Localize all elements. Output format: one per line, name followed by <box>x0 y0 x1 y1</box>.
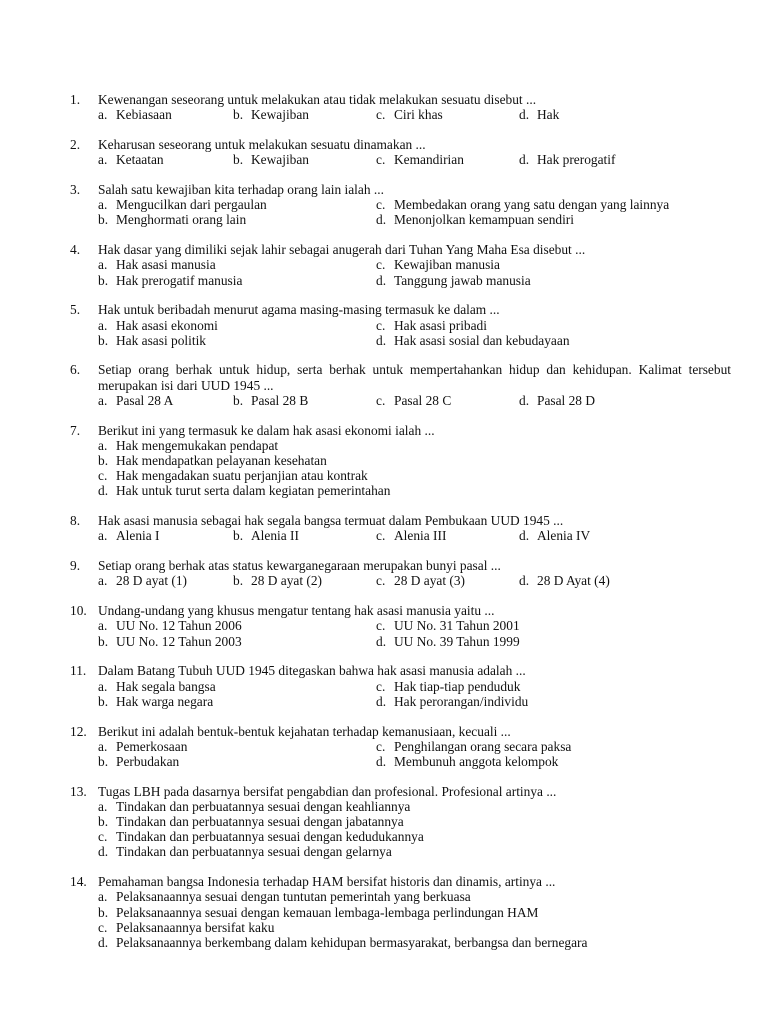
question-text: Salah satu kewajiban kita terhadap orang lain ialah ... <box>98 181 384 197</box>
option-text: 28 D ayat (1) <box>116 573 188 589</box>
option-letter: c. <box>376 738 386 754</box>
option-text: Tindakan dan perbuatannya sesuai dengan kedudukannya <box>116 829 424 845</box>
answer-option[interactable] <box>376 634 520 649</box>
option-text: Kewajiban <box>251 152 310 168</box>
answer-option[interactable] <box>98 333 206 348</box>
option-text: Kebiasaan <box>116 107 172 123</box>
option-letter: a. <box>98 392 108 408</box>
option-row <box>98 212 738 227</box>
option-row <box>98 453 738 468</box>
option-row <box>98 679 738 694</box>
answer-option[interactable] <box>519 393 595 408</box>
option-letter: b. <box>98 332 109 348</box>
option-letter: c. <box>376 528 386 544</box>
question-item <box>0 784 768 860</box>
answer-option[interactable] <box>98 799 410 814</box>
option-text: Hak mendapatkan pelayanan kesehatan <box>116 453 327 469</box>
answer-option[interactable] <box>233 573 322 588</box>
question-stem <box>0 874 768 889</box>
option-letter: d. <box>376 633 387 649</box>
option-row <box>98 739 738 754</box>
answer-option[interactable] <box>98 453 327 468</box>
option-text: Kemandirian <box>394 152 464 168</box>
question-text: Setiap orang berhak untuk hidup, serta berhak untuk mempertahankan hidup dan kehidupan. Kalimat tersebut merupakan isi dari UUD 1945 ... <box>98 362 731 393</box>
question-stem <box>0 784 768 799</box>
answer-option[interactable] <box>98 393 173 408</box>
answer-option[interactable] <box>98 634 242 649</box>
question-stem <box>0 513 768 528</box>
option-text: UU No. 31 Tahun 2001 <box>394 618 520 634</box>
option-letter: d. <box>98 935 109 951</box>
answer-option[interactable] <box>519 152 615 167</box>
answer-options <box>98 152 738 167</box>
option-letter: c. <box>376 573 386 589</box>
option-letter: a. <box>98 107 108 123</box>
answer-options <box>98 107 738 122</box>
answer-options <box>98 618 738 648</box>
question-item <box>0 182 768 228</box>
option-text: Pasal 28 C <box>394 392 452 408</box>
option-text: Hak asasi pribadi <box>394 317 487 333</box>
option-row <box>98 920 738 935</box>
answer-option[interactable] <box>98 212 246 227</box>
option-row <box>98 935 738 950</box>
answer-option[interactable] <box>376 739 571 754</box>
answer-option[interactable] <box>98 197 267 212</box>
option-row <box>98 273 738 288</box>
option-letter: a. <box>98 889 108 905</box>
answer-option[interactable] <box>376 393 451 408</box>
answer-option[interactable] <box>233 393 308 408</box>
question-stem <box>0 558 768 573</box>
question-stem <box>0 92 768 107</box>
question-item <box>0 513 768 543</box>
option-row <box>98 814 738 829</box>
question-number: 4. <box>70 242 81 258</box>
option-letter: c. <box>376 392 386 408</box>
option-text: 28 D ayat (2) <box>251 573 323 589</box>
question-item <box>0 302 768 348</box>
question-item <box>0 137 768 167</box>
question-item <box>0 92 768 122</box>
option-letter: a. <box>98 437 108 453</box>
option-letter: d. <box>376 693 387 709</box>
answer-options <box>98 739 738 769</box>
answer-option[interactable] <box>98 438 278 453</box>
option-row <box>98 197 738 212</box>
question-text: Setiap orang berhak atas status kewarganegaraan merupakan bunyi pasal ... <box>98 558 501 574</box>
option-letter: b. <box>233 152 244 168</box>
answer-option[interactable] <box>376 618 520 633</box>
option-text: Alenia III <box>394 528 447 544</box>
answer-option[interactable] <box>98 739 187 754</box>
option-text: Pasal 28 B <box>251 392 309 408</box>
answer-option[interactable] <box>98 528 160 543</box>
answer-option[interactable] <box>376 679 520 694</box>
option-text: Hak untuk turut serta dalam kegiatan pemerintahan <box>116 483 391 499</box>
option-text: UU No. 39 Tahun 1999 <box>394 633 520 649</box>
answer-options <box>98 393 738 408</box>
answer-option[interactable] <box>98 905 538 920</box>
answer-option[interactable] <box>98 483 390 498</box>
option-row <box>98 889 738 904</box>
question-number: 14. <box>70 874 87 890</box>
option-letter: b. <box>233 573 244 589</box>
option-text: Hak mengemukakan pendapat <box>116 437 279 453</box>
question-stem <box>0 242 768 257</box>
answer-option[interactable] <box>376 197 669 212</box>
answer-option[interactable] <box>376 754 558 769</box>
question-number: 1. <box>70 92 81 107</box>
answer-option[interactable] <box>98 844 392 859</box>
option-letter: b. <box>98 904 109 920</box>
question-item <box>0 724 768 770</box>
answer-option[interactable] <box>376 273 531 288</box>
option-row <box>98 573 738 588</box>
option-text: Pasal 28 A <box>116 392 174 408</box>
question-item <box>0 242 768 288</box>
answer-option[interactable] <box>98 889 471 904</box>
option-letter: d. <box>519 107 530 123</box>
option-letter: b. <box>98 212 109 228</box>
option-text: Perbudakan <box>116 753 180 769</box>
answer-option[interactable] <box>98 814 404 829</box>
question-text: Kewenangan seseorang untuk melakukan atau tidak melakukan sesuatu disebut ... <box>98 92 537 107</box>
answer-option[interactable] <box>98 107 172 122</box>
question-item <box>0 558 768 588</box>
answer-option[interactable] <box>98 468 368 483</box>
option-text: Hak asasi sosial dan kebudayaan <box>394 332 570 348</box>
option-letter: a. <box>98 678 108 694</box>
question-text: Tugas LBH pada dasarnya bersifat pengabdian dan profesional. Profesional artinya ... <box>98 783 557 799</box>
answer-option[interactable] <box>376 573 465 588</box>
question-number: 10. <box>70 603 87 619</box>
option-row <box>98 333 738 348</box>
answer-options <box>98 889 738 950</box>
option-row <box>98 152 738 167</box>
option-text: UU No. 12 Tahun 2006 <box>116 618 242 634</box>
question-item <box>0 362 768 408</box>
answer-option[interactable] <box>519 573 610 588</box>
option-text: Pemerkosaan <box>116 738 188 754</box>
option-text: Hak asasi manusia <box>116 257 216 273</box>
answer-options <box>98 438 738 499</box>
question-text: Hak untuk beribadah menurut agama masing-masing termasuk ke dalam ... <box>98 302 500 318</box>
option-text: Penghilangan orang secara paksa <box>394 738 572 754</box>
question-item <box>0 603 768 649</box>
option-text: Pelaksanaannya bersifat kaku <box>116 919 275 935</box>
option-text: Hak segala bangsa <box>116 678 216 694</box>
option-text: Mengucilkan dari pergaulan <box>116 197 267 213</box>
option-row <box>98 107 738 122</box>
question-number: 11. <box>70 663 87 679</box>
option-letter: d. <box>519 528 530 544</box>
question-number: 2. <box>70 136 81 152</box>
option-letter: d. <box>376 272 387 288</box>
option-letter: b. <box>98 453 109 469</box>
option-letter: b. <box>98 693 109 709</box>
option-letter: a. <box>98 798 108 814</box>
option-row <box>98 318 738 333</box>
option-text: Pasal 28 D <box>537 392 596 408</box>
answer-option[interactable] <box>98 920 274 935</box>
question-text: Keharusan seseorang untuk melakukan sesuatu dinamakan ... <box>98 136 426 152</box>
question-item <box>0 663 768 709</box>
option-row <box>98 257 738 272</box>
option-text: Membunuh anggota kelompok <box>394 753 559 769</box>
option-letter: d. <box>376 753 387 769</box>
option-text: Tanggung jawab manusia <box>394 272 531 288</box>
option-text: Hak tiap-tiap penduduk <box>394 678 521 694</box>
question-text: Berikut ini yang termasuk ke dalam hak asasi ekonomi ialah ... <box>98 422 435 438</box>
question-stem <box>0 182 768 197</box>
answer-option[interactable] <box>376 212 574 227</box>
answer-option[interactable] <box>98 257 216 272</box>
answer-option[interactable] <box>376 318 487 333</box>
option-text: Menghormati orang lain <box>116 212 247 228</box>
option-letter: d. <box>376 212 387 228</box>
option-letter: d. <box>519 152 530 168</box>
question-text: Hak dasar yang dimiliki sejak lahir sebagai anugerah dari Tuhan Yang Maha Esa disebut ... <box>98 242 586 258</box>
option-text: Tindakan dan perbuatannya sesuai dengan gelarnya <box>116 844 392 860</box>
answer-option[interactable] <box>376 333 570 348</box>
option-text: Hak asasi politik <box>116 332 207 348</box>
answer-option[interactable] <box>376 107 443 122</box>
option-text: 28 D Ayat (4) <box>537 573 610 589</box>
option-letter: b. <box>233 528 244 544</box>
option-letter: b. <box>233 392 244 408</box>
option-letter: c. <box>98 829 108 845</box>
option-letter: a. <box>98 618 108 634</box>
question-number: 7. <box>70 422 81 438</box>
option-row <box>98 799 738 814</box>
option-letter: a. <box>98 738 108 754</box>
option-text: Hak asasi ekonomi <box>116 317 218 333</box>
question-item <box>0 423 768 499</box>
option-letter: a. <box>98 197 108 213</box>
answer-option[interactable] <box>233 152 309 167</box>
question-text: Dalam Batang Tubuh UUD 1945 ditegaskan bahwa hak asasi manusia adalah ... <box>98 663 526 679</box>
question-number: 6. <box>70 362 81 378</box>
answer-option[interactable] <box>98 935 587 950</box>
option-text: Pelaksanaannya berkembang dalam kehidupan bermasyarakat, berbangsa dan bernegara <box>116 935 588 951</box>
option-letter: a. <box>98 317 108 333</box>
option-letter: d. <box>376 332 387 348</box>
option-letter: a. <box>98 257 108 273</box>
option-text: Kewajiban manusia <box>394 257 500 273</box>
option-row <box>98 438 738 453</box>
answer-option[interactable] <box>98 152 164 167</box>
question-stem <box>0 137 768 152</box>
option-letter: a. <box>98 573 108 589</box>
option-text: Alenia IV <box>537 528 591 544</box>
answer-option[interactable] <box>376 528 446 543</box>
answer-option[interactable] <box>519 528 590 543</box>
question-stem <box>0 362 768 392</box>
option-text: UU No. 12 Tahun 2003 <box>116 633 242 649</box>
question-stem <box>0 724 768 739</box>
option-text: Hak prerogatif manusia <box>116 272 243 288</box>
answer-option[interactable] <box>98 318 218 333</box>
option-text: Tindakan dan perbuatannya sesuai dengan jabatannya <box>116 814 404 830</box>
option-row <box>98 754 738 769</box>
answer-option[interactable] <box>376 152 464 167</box>
answer-options <box>98 528 738 543</box>
option-letter: b. <box>233 107 244 123</box>
question-number: 5. <box>70 302 81 318</box>
option-text: Pelaksanaannya sesuai dengan kemauan lembaga-lembaga perlindungan HAM <box>116 904 539 920</box>
option-letter: d. <box>98 483 109 499</box>
answer-option[interactable] <box>519 107 559 122</box>
option-text: Ciri khas <box>394 107 443 123</box>
question-stem <box>0 302 768 317</box>
answer-option[interactable] <box>233 528 299 543</box>
option-text: Ketaatan <box>116 152 164 168</box>
answer-option[interactable] <box>376 257 500 272</box>
option-letter: c. <box>376 618 386 634</box>
question-text: Berikut ini adalah bentuk-bentuk kejahatan terhadap kemanusiaan, kecuali ... <box>98 723 511 739</box>
question-item <box>0 874 768 950</box>
option-row <box>98 393 738 408</box>
question-text: Hak asasi manusia sebagai hak segala bangsa termuat dalam Pembukaan UUD 1945 ... <box>98 513 564 529</box>
option-letter: b. <box>98 272 109 288</box>
answer-option[interactable] <box>98 573 187 588</box>
answer-option[interactable] <box>98 754 179 769</box>
option-letter: b. <box>98 814 109 830</box>
option-letter: b. <box>98 633 109 649</box>
answer-option[interactable] <box>98 679 216 694</box>
option-letter: c. <box>98 919 108 935</box>
option-letter: d. <box>519 392 530 408</box>
option-row <box>98 618 738 633</box>
option-row <box>98 905 738 920</box>
option-row <box>98 468 738 483</box>
option-row <box>98 829 738 844</box>
answer-option[interactable] <box>98 694 213 709</box>
option-letter: d. <box>519 573 530 589</box>
option-text: Membedakan orang yang satu dengan yang lainnya <box>394 197 670 213</box>
option-row <box>98 528 738 543</box>
option-text: Tindakan dan perbuatannya sesuai dengan keahliannya <box>116 798 411 814</box>
answer-options <box>98 318 738 348</box>
answer-options <box>98 799 738 860</box>
option-letter: c. <box>376 678 386 694</box>
answer-options <box>98 197 738 227</box>
option-letter: c. <box>376 152 386 168</box>
option-text: Hak mengadakan suatu perjanjian atau kontrak <box>116 468 368 484</box>
question-stem <box>0 663 768 678</box>
answer-option[interactable] <box>233 107 309 122</box>
answer-option[interactable] <box>98 273 242 288</box>
option-letter: c. <box>98 468 108 484</box>
question-stem <box>0 603 768 618</box>
option-letter: c. <box>376 107 386 123</box>
question-number: 3. <box>70 181 81 197</box>
answer-option[interactable] <box>98 618 242 633</box>
question-text: Pemahaman bangsa Indonesia terhadap HAM bersifat historis dan dinamis, artinya ... <box>98 874 556 890</box>
option-text: Alenia I <box>116 528 160 544</box>
option-row <box>98 483 738 498</box>
option-text: Pelaksanaannya sesuai dengan tuntutan pemerintah yang berkuasa <box>116 889 471 905</box>
question-stem <box>0 423 768 438</box>
option-row <box>98 634 738 649</box>
option-text: Hak <box>537 107 560 123</box>
option-letter: c. <box>376 257 386 273</box>
question-list <box>0 92 768 965</box>
answer-option[interactable] <box>376 694 528 709</box>
answer-options <box>98 573 738 588</box>
option-row <box>98 844 738 859</box>
option-letter: a. <box>98 152 108 168</box>
question-number: 8. <box>70 513 81 529</box>
option-letter: c. <box>376 317 386 333</box>
option-text: Hak prerogatif <box>537 152 616 168</box>
question-number: 13. <box>70 783 87 799</box>
question-number: 9. <box>70 558 81 574</box>
option-text: 28 D ayat (3) <box>394 573 466 589</box>
option-text: Alenia II <box>251 528 299 544</box>
question-text: Undang-undang yang khusus mengatur tentang hak asasi manusia yaitu ... <box>98 603 495 619</box>
option-letter: c. <box>376 197 386 213</box>
option-text: Hak warga negara <box>116 693 214 709</box>
answer-option[interactable] <box>98 829 424 844</box>
option-text: Menonjolkan kemampuan sendiri <box>394 212 574 228</box>
option-letter: b. <box>98 753 109 769</box>
question-number: 12. <box>70 723 87 739</box>
option-letter: d. <box>98 844 109 860</box>
option-row <box>98 694 738 709</box>
answer-options <box>98 257 738 287</box>
option-text: Kewajiban <box>251 107 310 123</box>
option-text: Hak perorangan/individu <box>394 693 529 709</box>
answer-options <box>98 679 738 709</box>
option-letter: a. <box>98 528 108 544</box>
